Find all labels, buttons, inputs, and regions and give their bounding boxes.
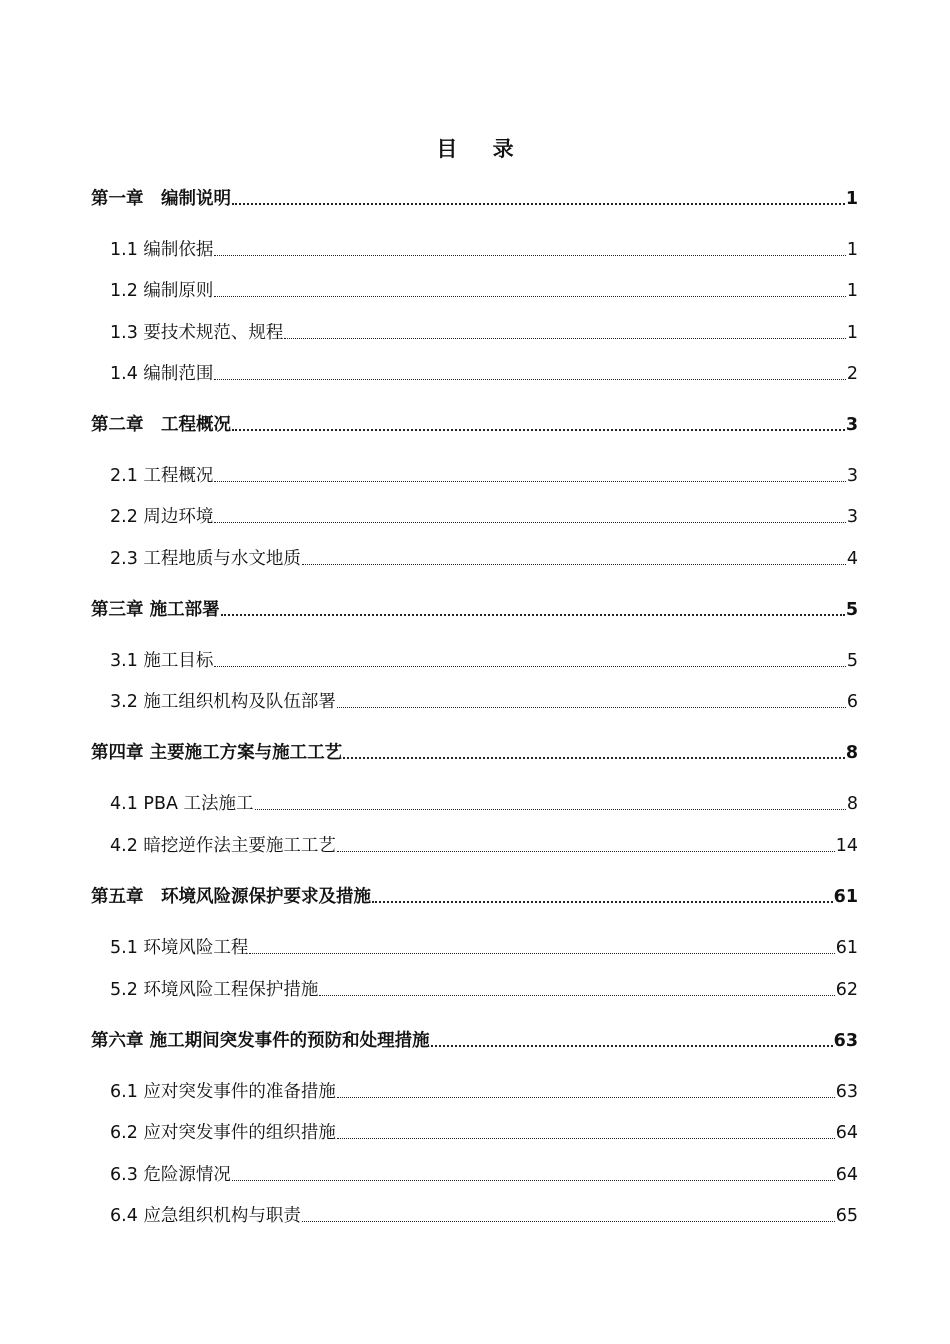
dot-leader (319, 995, 834, 996)
toc-entry-title: 1.4 编制范围 (110, 364, 214, 384)
toc-section-entry[interactable] (110, 1121, 858, 1145)
toc-page-number: 8 (846, 794, 858, 814)
toc-chapter-entry[interactable] (91, 885, 858, 909)
toc-section-entry[interactable] (110, 936, 858, 960)
toc-page-number: 3 (846, 507, 858, 527)
toc-entry-title: 6.3 危险源情况 (110, 1165, 231, 1185)
toc-page-number: 65 (835, 1206, 858, 1226)
dot-leader (221, 614, 845, 616)
toc-section-entry[interactable] (110, 978, 858, 1002)
toc-section-entry[interactable] (110, 649, 858, 673)
dot-leader (214, 666, 845, 667)
dot-leader (302, 1221, 835, 1222)
toc-section-entry[interactable] (110, 1080, 858, 1104)
toc-entry-title: 第三章 施工部署 (91, 600, 220, 620)
toc-entry-title: 第五章 环境风险源保护要求及措施 (91, 887, 371, 907)
toc-page-number: 3 (846, 466, 858, 486)
dot-leader (232, 429, 845, 431)
toc-section-entry[interactable] (110, 792, 858, 816)
toc-entry-title: 4.2 暗挖逆作法主要施工工艺 (110, 836, 336, 856)
toc-page-number: 64 (835, 1165, 858, 1185)
dot-leader (337, 1138, 835, 1139)
dot-leader (284, 338, 845, 339)
dot-leader (214, 481, 845, 482)
toc-page-number: 1 (846, 281, 858, 301)
toc-page-number: 1 (846, 240, 858, 260)
dot-leader (232, 203, 845, 205)
toc-section-entry[interactable] (110, 238, 858, 262)
toc-section-entry[interactable] (110, 464, 858, 488)
dot-leader (431, 1045, 833, 1047)
toc-page-number: 61 (833, 887, 858, 907)
toc-chapter-entry[interactable] (91, 413, 858, 437)
toc-chapter-entry[interactable] (91, 598, 858, 622)
toc-entry-title: 6.2 应对突发事件的组织措施 (110, 1123, 336, 1143)
dot-leader (232, 1180, 835, 1181)
toc-entry-title: 第二章 工程概况 (91, 415, 231, 435)
toc-entry-title: 4.1 PBA 工法施工 (110, 794, 254, 814)
toc-entry-title: 6.4 应急组织机构与职责 (110, 1206, 301, 1226)
toc-entry-title: 2.3 工程地质与水文地质 (110, 549, 301, 569)
dot-leader (214, 379, 845, 380)
toc-page-number: 62 (835, 980, 858, 1000)
toc-page-number: 1 (845, 189, 858, 209)
dot-leader (214, 296, 845, 297)
toc-section-entry[interactable] (110, 362, 858, 386)
toc-section-entry[interactable] (110, 1204, 858, 1228)
toc-entry-title: 5.2 环境风险工程保护措施 (110, 980, 319, 1000)
toc-chapter-entry[interactable] (91, 741, 858, 765)
toc-page-number: 64 (835, 1123, 858, 1143)
toc-entry-title: 第六章 施工期间突发事件的预防和处理措施 (91, 1031, 430, 1051)
dot-leader (372, 901, 833, 903)
toc-section-entry[interactable] (110, 1163, 858, 1187)
toc-entry-title: 3.1 施工目标 (110, 651, 214, 671)
toc-page-number: 63 (835, 1082, 858, 1102)
toc-entry-title: 3.2 施工组织机构及队伍部署 (110, 692, 336, 712)
toc-entry-title: 1.1 编制依据 (110, 240, 214, 260)
toc-page-number: 61 (835, 938, 858, 958)
toc-page-number: 5 (846, 651, 858, 671)
toc-page-number: 2 (846, 364, 858, 384)
dot-leader (255, 809, 846, 810)
toc-section-entry[interactable] (110, 279, 858, 303)
toc-entry-title: 2.2 周边环境 (110, 507, 214, 527)
page-title: 目 录 (436, 137, 528, 161)
toc-page-number: 4 (846, 549, 858, 569)
toc-page-number: 3 (845, 415, 858, 435)
dot-leader (343, 757, 845, 759)
toc-entry-title: 2.1 工程概况 (110, 466, 214, 486)
toc-page-number: 8 (845, 743, 858, 763)
toc-section-entry[interactable] (110, 547, 858, 571)
toc-section-entry[interactable] (110, 834, 858, 858)
toc-page-number: 14 (835, 836, 858, 856)
toc-entry-title: 第四章 主要施工方案与施工工艺 (91, 743, 343, 763)
toc-page-number: 6 (846, 692, 858, 712)
dot-leader (214, 255, 845, 256)
toc-section-entry[interactable] (110, 690, 858, 714)
toc-entry-title: 1.3 要技术规范、规程 (110, 323, 284, 343)
dot-leader (302, 564, 846, 565)
toc-entry-title: 5.1 环境风险工程 (110, 938, 249, 958)
toc-entry-title: 1.2 编制原则 (110, 281, 214, 301)
dot-leader (337, 707, 846, 708)
toc-chapter-entry[interactable] (91, 187, 858, 211)
toc-page-number: 5 (845, 600, 858, 620)
dot-leader (249, 953, 834, 954)
dot-leader (337, 851, 835, 852)
toc-entry-title: 6.1 应对突发事件的准备措施 (110, 1082, 336, 1102)
toc-chapter-entry[interactable] (91, 1029, 858, 1053)
toc-section-entry[interactable] (110, 321, 858, 345)
toc-section-entry[interactable] (110, 505, 858, 529)
toc-entry-title: 第一章 编制说明 (91, 189, 231, 209)
dot-leader (337, 1097, 835, 1098)
dot-leader (214, 522, 845, 523)
toc-page-number: 1 (846, 323, 858, 343)
toc-page-number: 63 (833, 1031, 858, 1051)
